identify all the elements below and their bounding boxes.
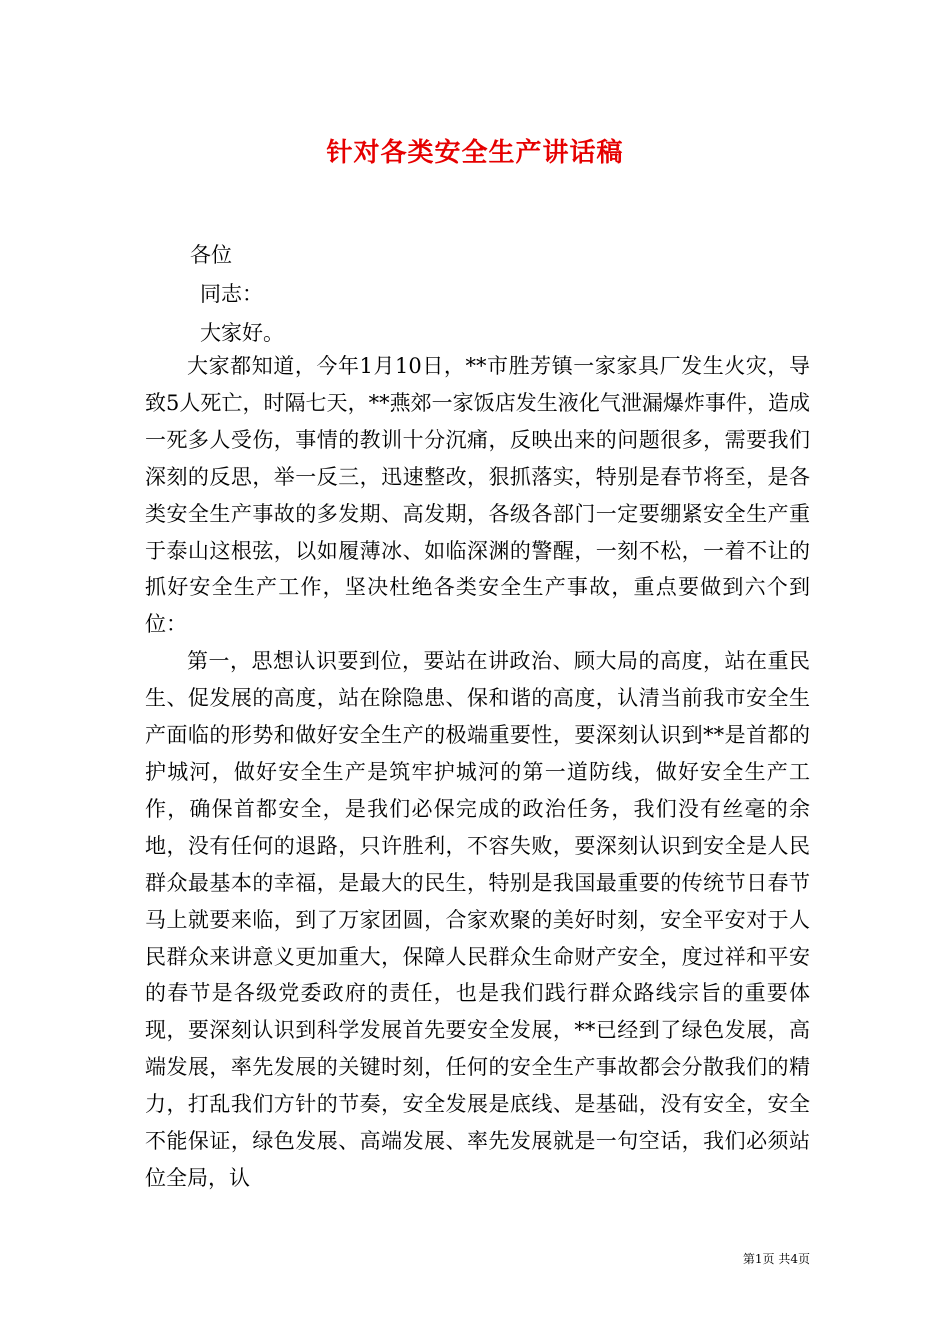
page-number: 第1页 共4页 <box>742 1252 810 1266</box>
greeting-line-2: 同志： <box>200 282 263 306</box>
greeting-line-1: 各位 <box>190 243 232 267</box>
body-paragraph: 大家都知道，今年1月10日，**市胜芳镇一家家具厂发生火灾，导致5人死亡，时隔七天，**燕郊一家饭店发生液化气泄漏爆炸事件，造成一死多人受伤，事情的教训十分沉痛，反映出来的问题很多，需要我们深刻的反思，举一反三，迅速整改，狠抓落实，特别是春节将至，是各类安全生产事故的多发期、高发期，各级各部门一定要绷紧安全生产重于泰山这根弦，以如履薄冰、如临深渊的警醒，一刻不松，一着不让的抓好安全生产工作，坚决杜绝各类安全生产事故，重点要做到六个到位： <box>145 354 810 637</box>
document-body <box>145 348 810 1197</box>
body-paragraph: 第一，思想认识要到位，要站在讲政治、顾大局的高度，站在重民生、促发展的高度，站在除隐患、保和谐的高度，认清当前我市安全生产面临的形势和做好安全生产的极端重要性，要深刻认识到**是首都的护城河，做好安全生产是筑牢护城河的第一道防线，做好安全生产工作，确保首都安全，是我们必保完成的政治任务，我们没有丝毫的余地，没有任何的退路，只许胜利，不容失败，要深刻认识到安全是人民群众最基本的幸福，是最大的民生，特别是我国最重要的传统节日春节马上就要来临，到了万家团圆，合家欢聚的美好时刻，安全平安对于人民群众来讲意义更加重大，保障人民群众生命财产安全，度过祥和平安的春节是各级党委政府的责任，也是我们践行群众路线宗旨的重要体现，要深刻认识到科学发展首先要安全发展，**已经到了绿色发展，高端发展，率先发展的关键时刻，任何的安全生产事故都会分散我们的精力，打乱我们方针的节奏，安全发展是底线、是基础，没有安全，安全不能保证，绿色发展、高端发展、率先发展就是一句空话，我们必须站位全局，认 <box>145 649 810 1190</box>
document-title: 针对各类安全生产讲话稿 <box>326 138 624 168</box>
greeting-line-3: 大家好。 <box>200 321 284 345</box>
